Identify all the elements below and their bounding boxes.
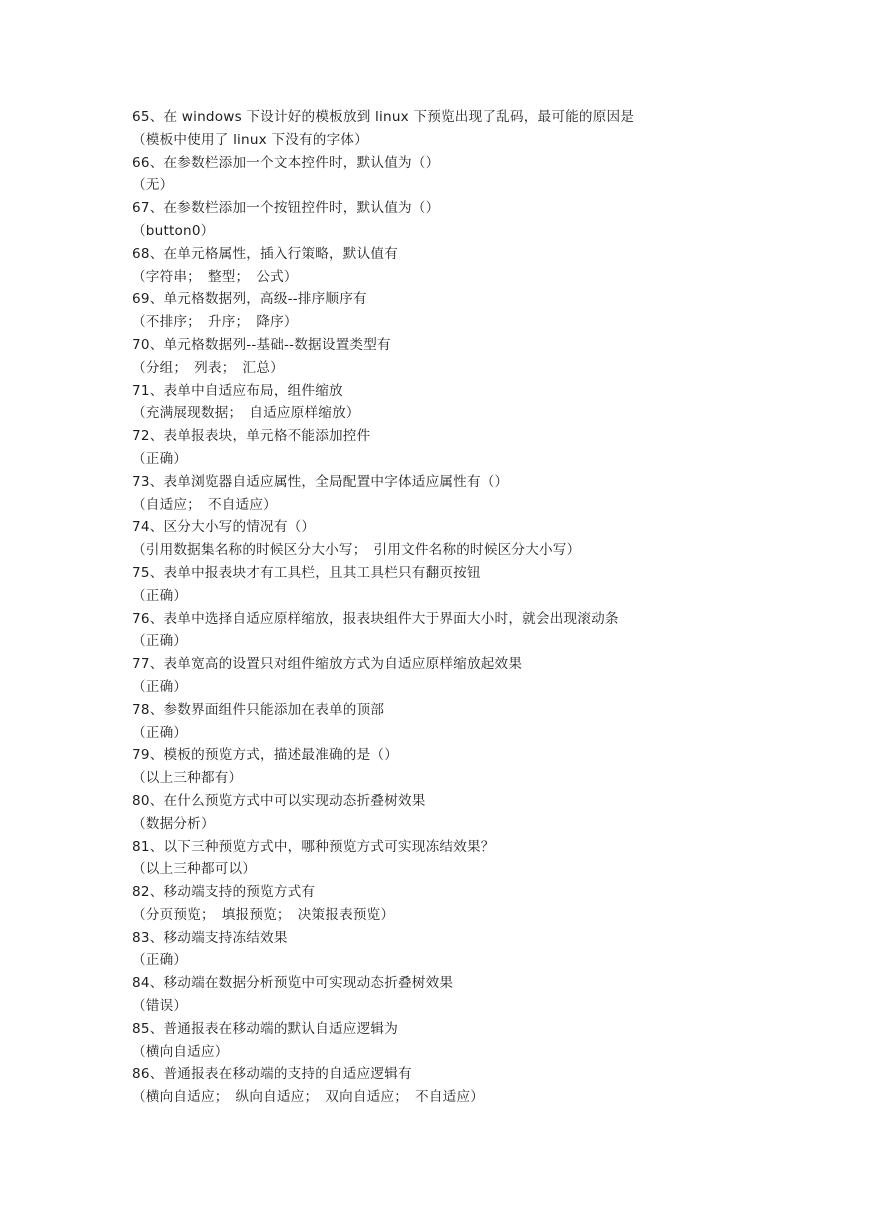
question-75: 75、表单中报表块才有工具栏，且其工具栏只有翻页按钮 bbox=[132, 564, 481, 581]
answer-69: （不排序； 升序； 降序） bbox=[132, 314, 298, 331]
question-70: 70、单元格数据列--基础--数据设置类型有 bbox=[132, 336, 391, 353]
question-85: 85、普通报表在移动端的默认自适应逻辑为 bbox=[132, 1020, 398, 1037]
answer-84: （错误） bbox=[132, 998, 188, 1015]
question-67: 67、在参数栏添加一个按钮控件时，默认值为（） bbox=[132, 200, 440, 217]
question-80: 80、在什么预览方式中可以实现动态折叠树效果 bbox=[132, 792, 426, 809]
answer-74: （引用数据集名称的时候区分大小写； 引用文件名称的时候区分大小写） bbox=[132, 542, 581, 559]
answer-68: （字符串； 整型； 公式） bbox=[132, 268, 298, 285]
answer-77: （正确） bbox=[132, 678, 188, 695]
question-82: 82、移动端支持的预览方式有 bbox=[132, 884, 316, 901]
question-78: 78、参数界面组件只能添加在表单的顶部 bbox=[132, 701, 385, 718]
answer-73: （自适应； 不自适应） bbox=[132, 496, 277, 513]
answer-79: （以上三种都有） bbox=[132, 770, 243, 787]
question-65: 65、在 windows 下设计好的模板放到 linux 下预览出现了乱码，最可能的原因是 bbox=[132, 109, 635, 125]
question-71: 71、表单中自适应布局，组件缩放 bbox=[132, 382, 343, 399]
question-73: 73、表单浏览器自适应属性，全局配置中字体适应属性有（） bbox=[132, 473, 509, 490]
question-68: 68、在单元格属性，插入行策略，默认值有 bbox=[132, 245, 398, 262]
question-76: 76、表单中选择自适应原样缩放，报表块组件大于界面大小时，就会出现滚动条 bbox=[132, 610, 619, 627]
answer-70: （分组； 列表； 汇总） bbox=[132, 359, 284, 376]
answer-66: （无） bbox=[132, 177, 174, 194]
question-86: 86、普通报表在移动端的支持的自适应逻辑有 bbox=[132, 1066, 412, 1083]
answer-82: （分页预览； 填报预览； 决策报表预览） bbox=[132, 906, 395, 923]
question-72: 72、表单报表块，单元格不能添加控件 bbox=[132, 428, 371, 445]
answer-83: （正确） bbox=[132, 952, 188, 969]
answer-85: （横向自适应） bbox=[132, 1043, 229, 1060]
qa-list bbox=[132, 106, 832, 1109]
answer-71: （充满展现数据； 自适应原样缩放） bbox=[132, 405, 360, 422]
answer-80: （数据分析） bbox=[132, 815, 215, 832]
answer-65: （模板中使用了 linux 下没有的字体） bbox=[132, 131, 368, 148]
answer-75: （正确） bbox=[132, 587, 188, 604]
answer-81: （以上三种都可以） bbox=[132, 861, 257, 878]
question-81: 81、以下三种预览方式中，哪种预览方式可实现冻结效果？ bbox=[132, 838, 495, 855]
answer-86: （横向自适应； 纵向自适应； 双向自适应； 不自适应） bbox=[132, 1089, 485, 1106]
question-84: 84、移动端在数据分析预览中可实现动态折叠树效果 bbox=[132, 975, 454, 992]
question-66: 66、在参数栏添加一个文本控件时，默认值为（） bbox=[132, 154, 440, 171]
answer-72: （正确） bbox=[132, 450, 188, 467]
question-69: 69、单元格数据列，高级--排序顺序有 bbox=[132, 291, 367, 308]
question-77: 77、表单宽高的设置只对组件缩放方式为自适应原样缩放起效果 bbox=[132, 656, 523, 673]
question-83: 83、移动端支持冻结效果 bbox=[132, 929, 288, 946]
answer-67: （button0） bbox=[132, 222, 215, 239]
answer-78: （正确） bbox=[132, 724, 188, 741]
question-74: 74、区分大小写的情况有（） bbox=[132, 519, 316, 536]
question-79: 79、模板的预览方式，描述最准确的是（） bbox=[132, 747, 398, 764]
answer-76: （正确） bbox=[132, 633, 188, 650]
